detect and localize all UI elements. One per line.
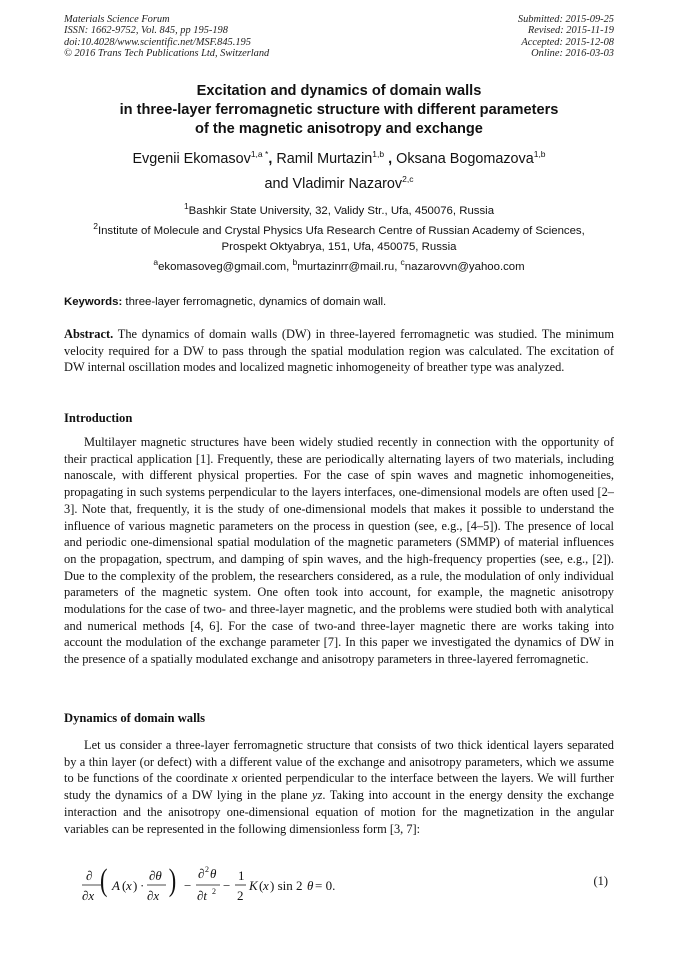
keywords-text: three-layer ferromagnetic, dynamics of domain wall. [122,296,387,308]
doi-line: doi:10.4028/www.scientific.net/MSF.845.195 [64,36,251,48]
svg-text:1: 1 [238,868,245,883]
author-name: and Vladimir Nazarov [264,176,403,192]
affiliation-1 [40,203,638,219]
svg-text:) sin 2: ) sin 2 [270,878,303,893]
email-link[interactable]: ekomasoveg@gmail.com, [158,261,293,273]
paragraph-text: Let us consider a three-layer ferromagnetic structure that consists of two thick identical layers separated by a thin layer (or defect) with a different value of the exchange and anisotropy parameters, which we assume to be functions of the coordinate [64,738,614,786]
svg-text:x: x [263,878,269,893]
svg-text:K: K [249,878,258,893]
svg-text:θ: θ [210,866,217,881]
svg-text:∂t: ∂t [197,888,208,903]
equation-1 [80,856,340,916]
revised-date: Revised: 2015-11-19 [527,25,614,37]
affiliation-text: Prospekt Oktyabrya, 151, Ufa, 450075, Russia [221,241,457,253]
svg-text:x: x [126,878,132,893]
svg-text:2: 2 [212,887,216,896]
svg-text:): ) [168,861,177,898]
abstract [64,326,614,376]
accepted-date: Accepted: 2015-12-08 [521,36,614,48]
copyright-line: © 2016 Trans Tech Publications Ltd, Switzerland [64,48,270,60]
email-mark: c [400,257,405,268]
section-heading-dynamics: Dynamics of domain walls [64,711,205,725]
author-line [40,172,638,197]
title-line: of the magnetic anisotropy and exchange [195,121,483,137]
svg-text:(: ( [100,861,108,898]
section-heading-introduction: Introduction [64,411,133,425]
svg-text:2: 2 [205,865,209,874]
affiliation-2 [40,223,638,255]
author-affiliation-mark: 1,a * [250,149,269,160]
abstract-text: The dynamics of domain walls (DW) in three-layered ferromagnetic was studied. The minimum velocity required for a DW to pass through the spatial modulation region was calculated. The excitation of DW internal oscillation modes and localized magnetic inhomogeneity of breather type was analyzed. [64,327,614,375]
svg-text:θ: θ [307,878,314,893]
email-link[interactable]: nazarovvn@yahoo.com [404,261,525,273]
svg-text:= 0.: = 0. [315,878,336,893]
svg-text:·: · [140,878,145,893]
title-line: in three-layer ferromagnetic structure with different parameters [119,102,559,118]
journal-name: Materials Science Forum [64,14,170,25]
svg-text:(: ( [122,878,127,893]
keywords-label: Keywords: [64,296,123,308]
svg-text:∂: ∂ [86,868,93,883]
introduction-paragraph: Multilayer magnetic structures have been widely studied recently in connection with the opportunity of their practical application [1]. Frequently, these are periodically alternating layers of two materials, including nanoscale, with different physical properties. For the case of spin waves and magnetic inhomogeneities, propagating in such systems perpendicular to the layers interfaces, one-dimensional models are often used [2–3]. Note that, frequently, it is the study of one-dimensional models that makes it possible to understand the influence of various magnetic parameters on the process in question (see, e.g., [4–5]). The presence of local and periodic one-dimensional spatial modulation of the magnetic parameters (SMMP) of material influences on the propagation, spectrum, and damping of spin waves, and the high-frequency properties (see, e.g., [2]). Due to the complexity of the problem, the researchers considered, as a rule, the modulation of only individual parameters of the magnetic system. One often took into account, for example, the magnetic anisotropy modulations for the case of two- and three-layer magnetic, and the problems were studied both with analytical and numerical methods [4, 6]. For the case of two-and three-layer magnetic there are works taking into account the modulation of the exchange parameter [7]. In this paper we investigated the dynamics of DW in the presence of a spatially modulated exchange and anisotropy parameters in three-layered ferromagnetic. [64,435,614,667]
svg-text:−: − [184,878,192,893]
svg-text:2: 2 [237,888,244,903]
equation-number: (1) [593,874,608,888]
header-left [64,14,269,60]
submitted-date: Submitted: 2015-09-25 [517,14,614,25]
email-mark: a [153,257,159,268]
math-variable: yz [312,788,323,803]
journal-header [64,14,614,66]
svg-text:): ) [133,878,138,893]
title-line: Excitation and dynamics of domain walls [196,83,482,99]
dynamics-paragraph [64,737,614,837]
author-emails [40,259,638,275]
author-affiliation-mark: 2,c [402,174,414,185]
author-affiliation-mark: 1,b [372,149,385,160]
svg-text:A: A [112,878,120,893]
abstract-label: Abstract. [64,327,114,341]
author-list [40,147,638,197]
svg-text:∂: ∂ [198,866,205,881]
svg-text:∂x: ∂x [82,888,95,903]
author-name: Evgenii Ekomasov [132,151,251,167]
online-date: Online: 2016-03-03 [531,48,614,60]
email-mark: b [292,257,298,268]
svg-text:∂θ: ∂θ [149,868,162,883]
keywords [64,294,614,310]
affiliation-text: Institute of Molecule and Crystal Physics Ufa Research Centre of Russian Academy of Sciences, [97,225,585,237]
author-affiliation-mark: 1,b [533,149,546,160]
paper-title [40,82,638,139]
issn-line: ISSN: 1662-9752, Vol. 845, pp 195-198 [64,25,228,37]
affiliation-mark: 2 [93,221,98,232]
author-line: Evgenii Ekomasov$^{1,a *}$, Ramil Murtazin$^{1,b}$ , Oksana Bogomazova$^{1,b}$ [132,149,546,167]
paragraph-text: oriented perpendicular to the interface between the layers. We will further study the dynamics of a DW lying in the plane [64,771,614,803]
author-name: Ramil Murtazin [276,151,373,167]
email-link[interactable]: murtazinrr@mail.ru, [297,261,401,273]
header-right [518,14,614,60]
affiliation-text: Bashkir State University, 32, Validy Str., Ufa, 450076, Russia [188,205,495,217]
svg-text:−: − [223,878,231,893]
affiliation-mark: 1 [183,201,189,212]
svg-text:∂x: ∂x [147,888,160,903]
svg-text:(: ( [259,878,264,893]
author-name: Oksana Bogomazova [396,151,534,167]
math-variable: x [231,771,238,786]
paragraph-text: . Taking into account in the energy density the exchange interaction and the anisotropy one-dimensional equation of motion for the magnetization in the angular variables can be represented in the following dimensionless form [3, 7]: [64,788,614,836]
